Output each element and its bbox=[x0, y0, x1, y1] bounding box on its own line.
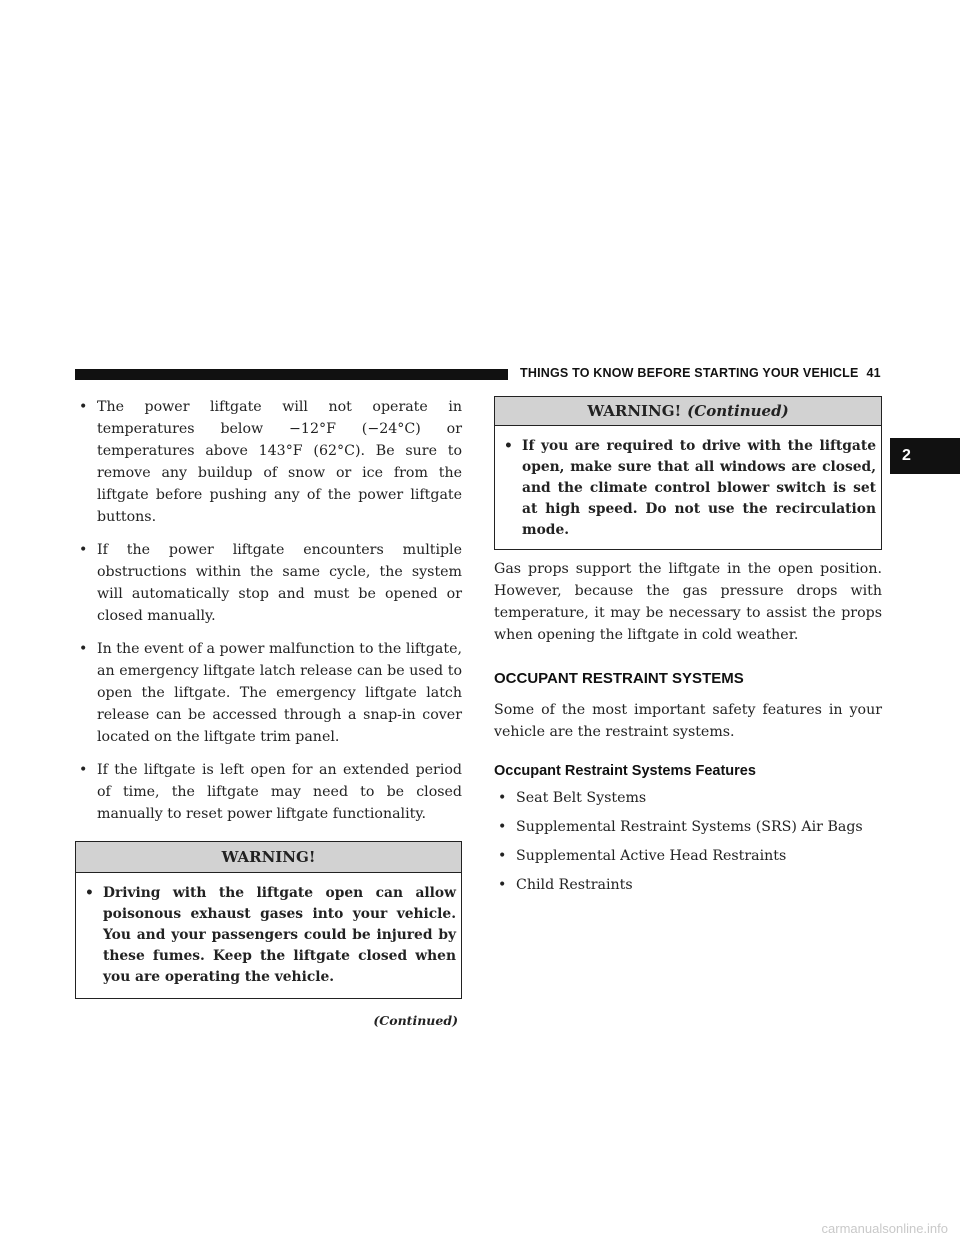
warning-title bbox=[76, 842, 461, 873]
warning-title-text: WARNING! bbox=[221, 848, 316, 866]
left-column bbox=[75, 396, 462, 1028]
running-header bbox=[520, 366, 900, 380]
liftgate-notes-list bbox=[75, 396, 462, 825]
warning-box bbox=[75, 841, 462, 999]
list-item: • In the event of a power malfunction to the liftgate, an emergency liftgate latch release can be used to open the liftgate. The emergency liftgate latch release can be accessed through a snap-in cover located on the liftgate trim panel. bbox=[75, 638, 462, 748]
continued-label: (Continued) bbox=[373, 1013, 458, 1028]
right-column bbox=[494, 396, 882, 903]
header-rule bbox=[75, 369, 508, 380]
list-item: • Child Restraints bbox=[494, 874, 882, 896]
features-list bbox=[494, 787, 882, 896]
section-heading: OCCUPANT RESTRAINT SYSTEMS bbox=[494, 670, 744, 687]
header-title: THINGS TO KNOW BEFORE STARTING YOUR VEHICLE bbox=[520, 366, 859, 380]
subheading: Occupant Restraint Systems Features bbox=[494, 763, 756, 779]
warning-body bbox=[76, 873, 461, 998]
list-item: • Seat Belt Systems bbox=[494, 787, 882, 809]
watermark: carmanualsonline.info bbox=[821, 1221, 948, 1236]
warning-item: • Driving with the liftgate open can allow poisonous exhaust gases into your vehicle. You and your passengers could be injured by these fumes. Keep the liftgate closed when you are operating the vehicle. bbox=[81, 883, 456, 988]
list-item: • If the liftgate is left open for an extended period of time, the liftgate may need to be closed manually to reset power liftgate functionality. bbox=[75, 759, 462, 825]
list-item: • Supplemental Restraint Systems (SRS) Air Bags bbox=[494, 816, 882, 838]
warning-box-continued bbox=[494, 396, 882, 550]
list-item: • Supplemental Active Head Restraints bbox=[494, 845, 882, 867]
warning-continued-label: (Continued) bbox=[687, 402, 789, 420]
warning-title bbox=[495, 397, 881, 426]
warning-list bbox=[81, 883, 456, 988]
gas-props-paragraph: Gas props support the liftgate in the open position. However, because the gas pressure drops with temperature, it may be necessary to assist the props when opening the liftgate in cold weather. bbox=[494, 561, 882, 643]
chapter-tab: 2 bbox=[890, 438, 960, 474]
page-number: 41 bbox=[866, 366, 881, 380]
warning-body bbox=[495, 426, 881, 549]
warning-list bbox=[500, 436, 876, 541]
section-intro: Some of the most important safety features in your vehicle are the restraint systems. bbox=[494, 702, 882, 740]
warning-item: • If you are required to drive with the liftgate open, make sure that all windows are closed, and the climate control blower switch is set at high speed. Do not use the recirculation mode. bbox=[500, 436, 876, 541]
warning-title-text: WARNING! bbox=[587, 402, 682, 420]
list-item: • The power liftgate will not operate in temperatures below −12°F (−24°C) or temperatures above 143°F (62°C). Be sure to remove any buildup of snow or ice from the liftgate before pushing any of the power liftgate buttons. bbox=[75, 396, 462, 528]
list-item: • If the power liftgate encounters multiple obstructions within the same cycle, the system will automatically stop and must be opened or closed manually. bbox=[75, 539, 462, 627]
